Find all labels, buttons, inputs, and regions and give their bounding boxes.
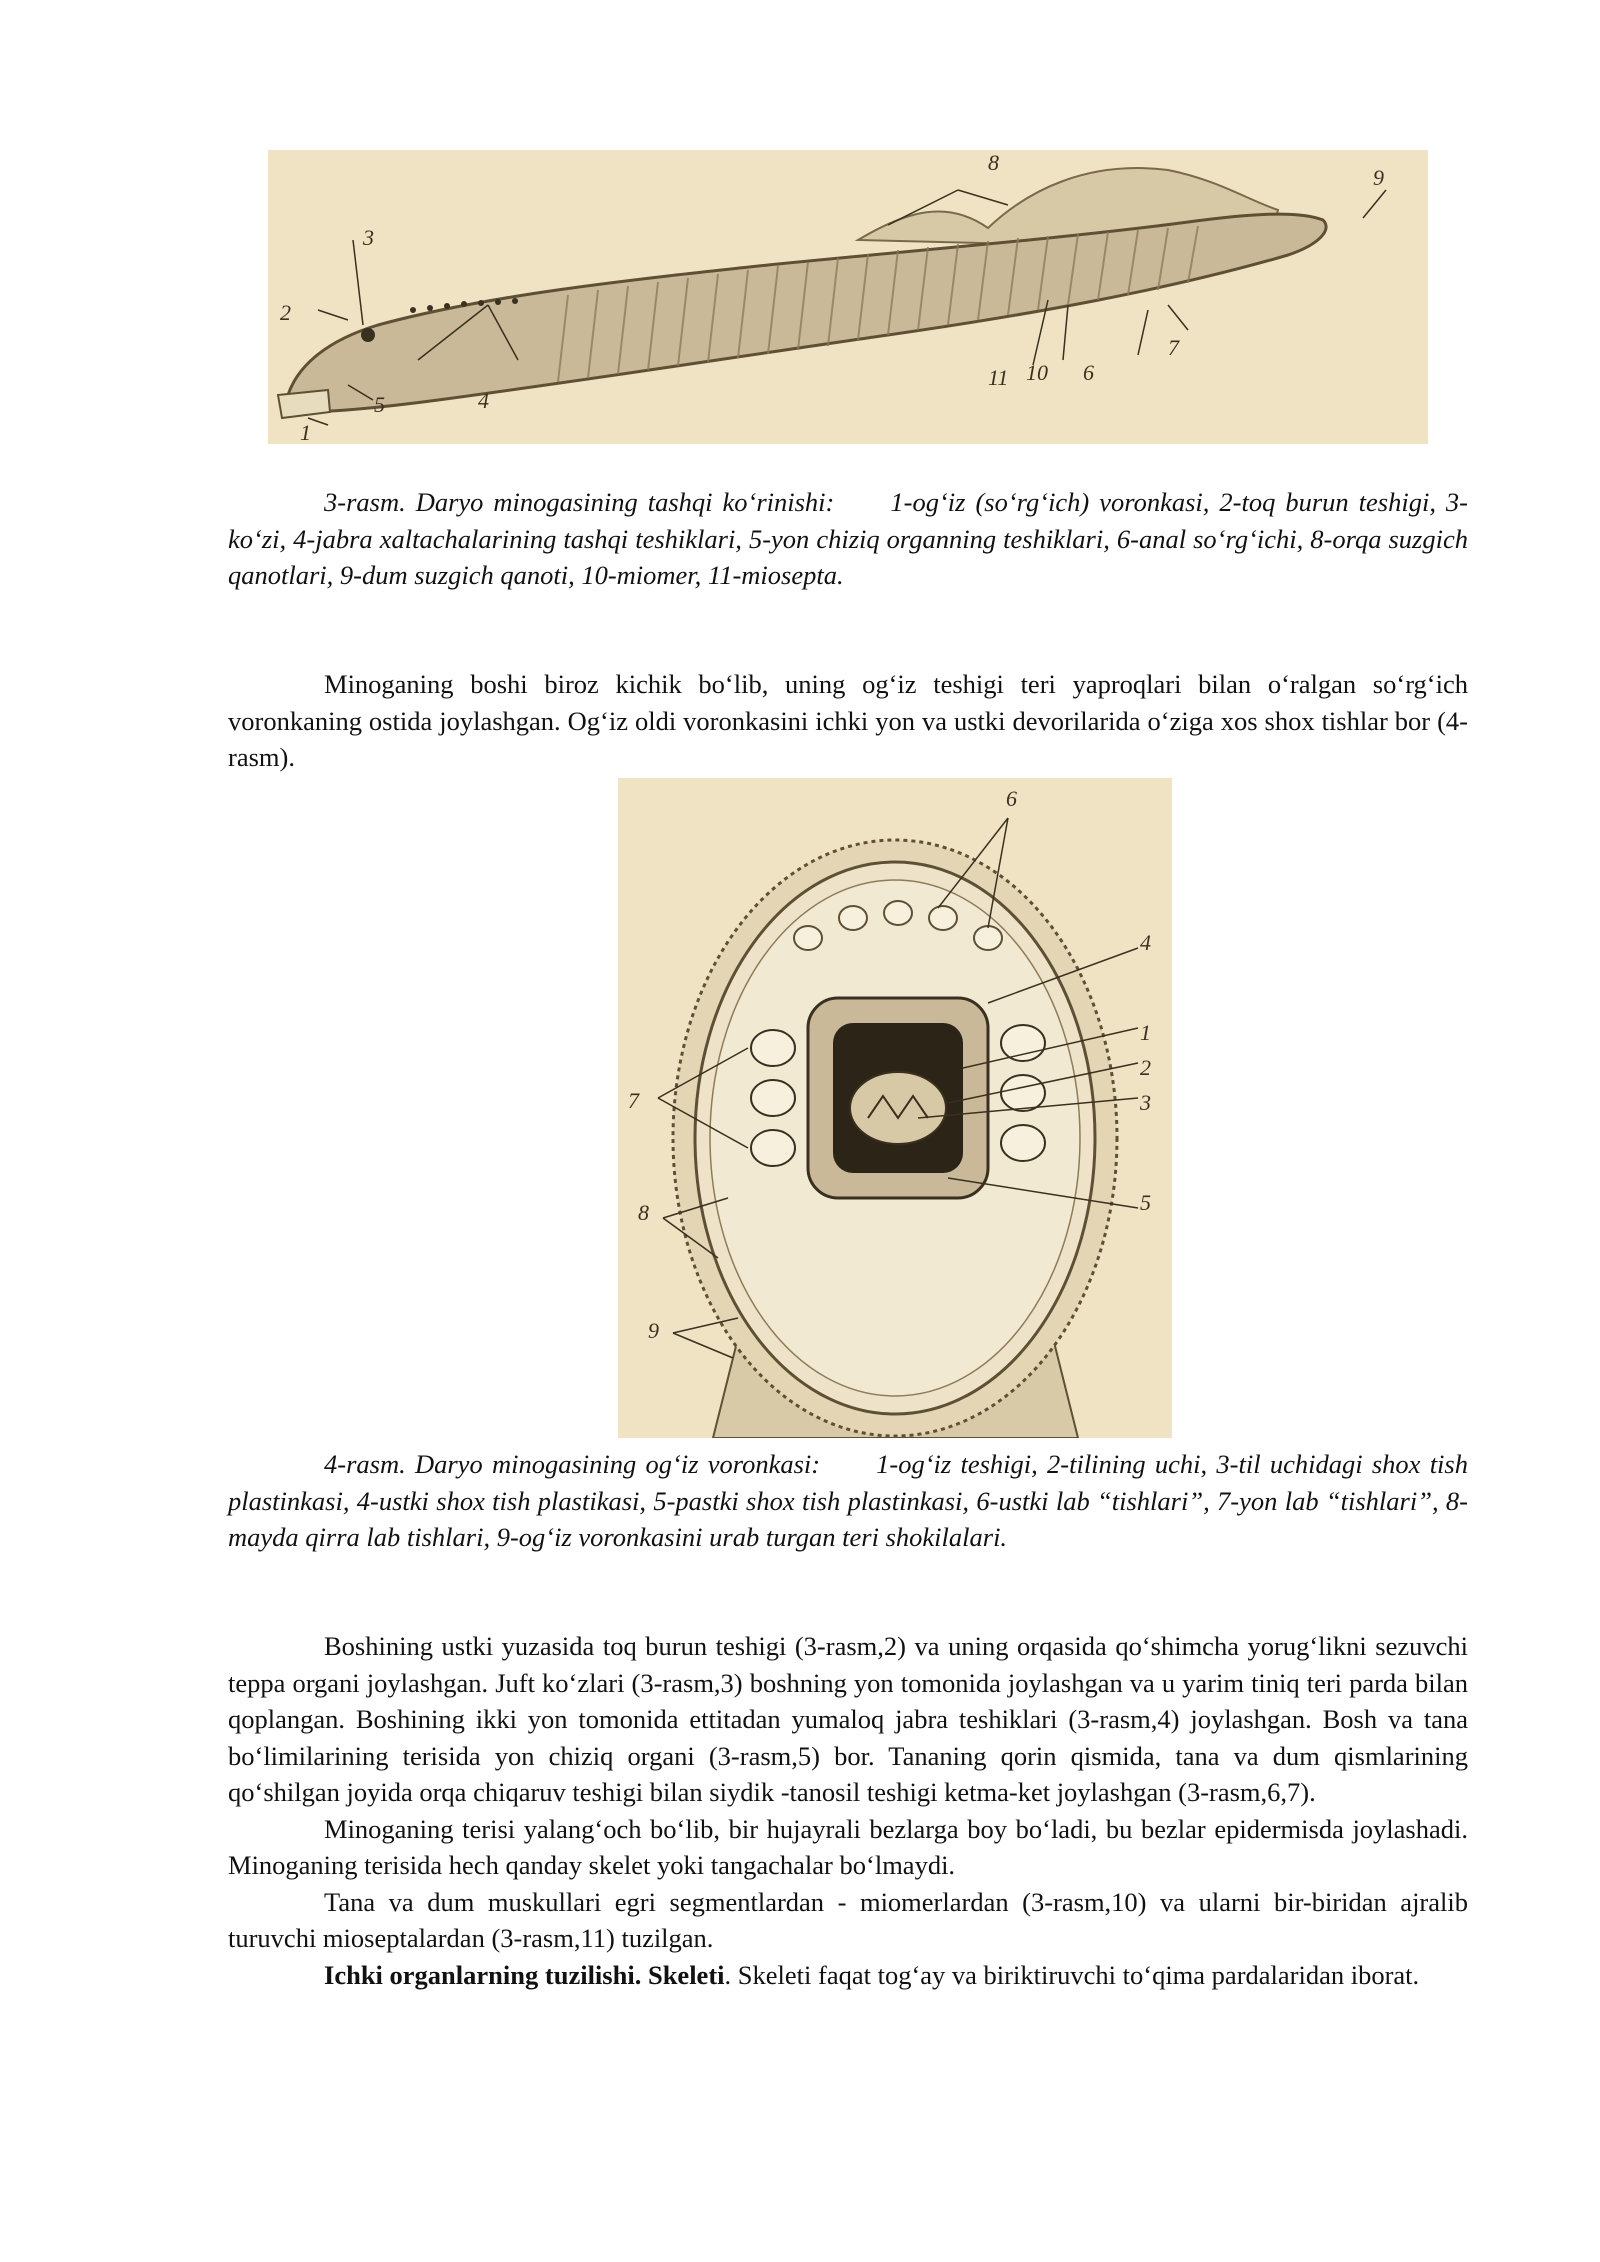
fig1-label-1: 1: [300, 420, 311, 444]
figure1-caption: [228, 484, 1468, 594]
fig1-label-2: 2: [280, 300, 291, 325]
fig1-label-7: 7: [1168, 335, 1179, 360]
fig2-label-1: 1: [1140, 1020, 1151, 1045]
paragraph-1-text: Minoganing boshi biroz kichik bo‘lib, uning og‘iz teshigi teri yaproqlari bilan o‘ralgan so‘rg‘ich voronkaning ostida joylashgan. Og‘iz oldi voronkasini ichki yon va ustki devorilarida o‘ziga xos shox tishlar bor (4-rasm).: [228, 669, 1468, 772]
figure2-caption-title: 4-rasm. Daryo minogasining og‘iz voronkasi:: [324, 1449, 821, 1479]
lamprey-drawing: [268, 150, 1428, 444]
paragraph-5-text: . Skeleti faqat tog‘ay va biriktiruvchi to‘qima pardalaridan iborat.: [724, 1959, 1420, 1990]
paragraph-2: Boshining ustki yuzasida toq burun teshigi (3-rasm,2) va uning orqasida qo‘shimcha yorug‘likni sezuvchi teppa organi joylashgan. Juft ko‘zlari (3-rasm,3) boshning yon tomonida joylashgan va u yarim tiniq teri parda bilan qoplangan. Boshining ikki yon tomonida ettitadan yumaloq jabra teshiklari (3-rasm,4) joylashgan. Bosh va tana bo‘limilarining terisida yon chiziq organi (3-rasm,5) bor. Tananing qorin qismida, tana va dum qismlarining qo‘shilgan joyida orqa chiqaruv teshigi bilan siydik -tanosil teshigi ketma-ket joylashgan (3-rasm,6,7).: [228, 1631, 1468, 1807]
fig1-label-8: 8: [988, 150, 999, 175]
fig1-label-4: 4: [478, 388, 489, 413]
fig2-label-9: 9: [648, 1318, 659, 1343]
fig1-label-10: 10: [1026, 360, 1048, 385]
fig2-label-3: 3: [1140, 1090, 1151, 1115]
figure2-caption: [228, 1446, 1468, 1556]
fig1-label-6: 6: [1083, 360, 1094, 385]
figure2-caption-body: 1-og‘iz teshigi, 2-tilining uchi, 3-til uchidagi shox tish plastinkasi, 4-ustki shox tish plastikasi, 5-pastki shox tish plastinkasi, 6-ustki lab “tishlari”, 7-yon lab “tishlari”, 8-mayda qirra lab tishlari, 9-og‘iz voronkasini urab turgan teri shokilalari.: [228, 1449, 1468, 1552]
paragraph-1: [228, 666, 1468, 776]
fig2-label-5: 5: [1140, 1190, 1151, 1215]
fig2-label-4: 4: [1140, 930, 1151, 955]
fig1-label-5: 5: [374, 392, 385, 417]
body-text: [228, 1628, 1468, 1993]
fig1-label-11: 11: [988, 365, 1009, 390]
fig1-label-3: 3: [363, 225, 374, 250]
fig2-label-8: 8: [638, 1200, 649, 1225]
fig2-label-2: 2: [1140, 1055, 1151, 1080]
fig2-label-7: 7: [628, 1088, 639, 1113]
paragraph-3: Minoganing terisi yalang‘och bo‘lib, bir hujayrali bezlarga boy bo‘ladi, bu bezlar epidermisda joylashadi. Minoganing terisida hech qanday skelet yoki tangachalar bo‘lmaydi.: [228, 1813, 1468, 1880]
oral-funnel-drawing: [618, 778, 1172, 1438]
paragraph-4: Tana va dum muskullari egri segmentlardan - miomerlardan (3-rasm,10) va ularni bir-biridan ajralib turuvchi mioseptalardan (3-rasm,11) tuzilgan.: [228, 1886, 1468, 1953]
oral-funnel-figure: [618, 778, 1172, 1438]
fig2-label-6: 6: [1006, 786, 1017, 811]
lamprey-external-figure: [268, 150, 1428, 444]
fig1-label-9: 9: [1373, 165, 1384, 190]
figure1-caption-body: 1-og‘iz (so‘rg‘ich) voronkasi, 2-toq burun teshigi, 3-ko‘zi, 4-jabra xaltachalarining tashqi teshiklari, 5-yon chiziq organning teshiklari, 6-anal so‘rg‘ichi, 8-orqa suzgich qanotlari, 9-dum suzgich qanoti, 10-miomer, 11-miosepta.: [228, 487, 1469, 590]
section-heading: Ichki organlarning tuzilishi. Skeleti: [324, 1959, 725, 1990]
figure1-caption-title: 3-rasm. Daryo minogasining tashqi ko‘rinishi:: [324, 487, 835, 517]
paragraph-5: [228, 1957, 1468, 1994]
